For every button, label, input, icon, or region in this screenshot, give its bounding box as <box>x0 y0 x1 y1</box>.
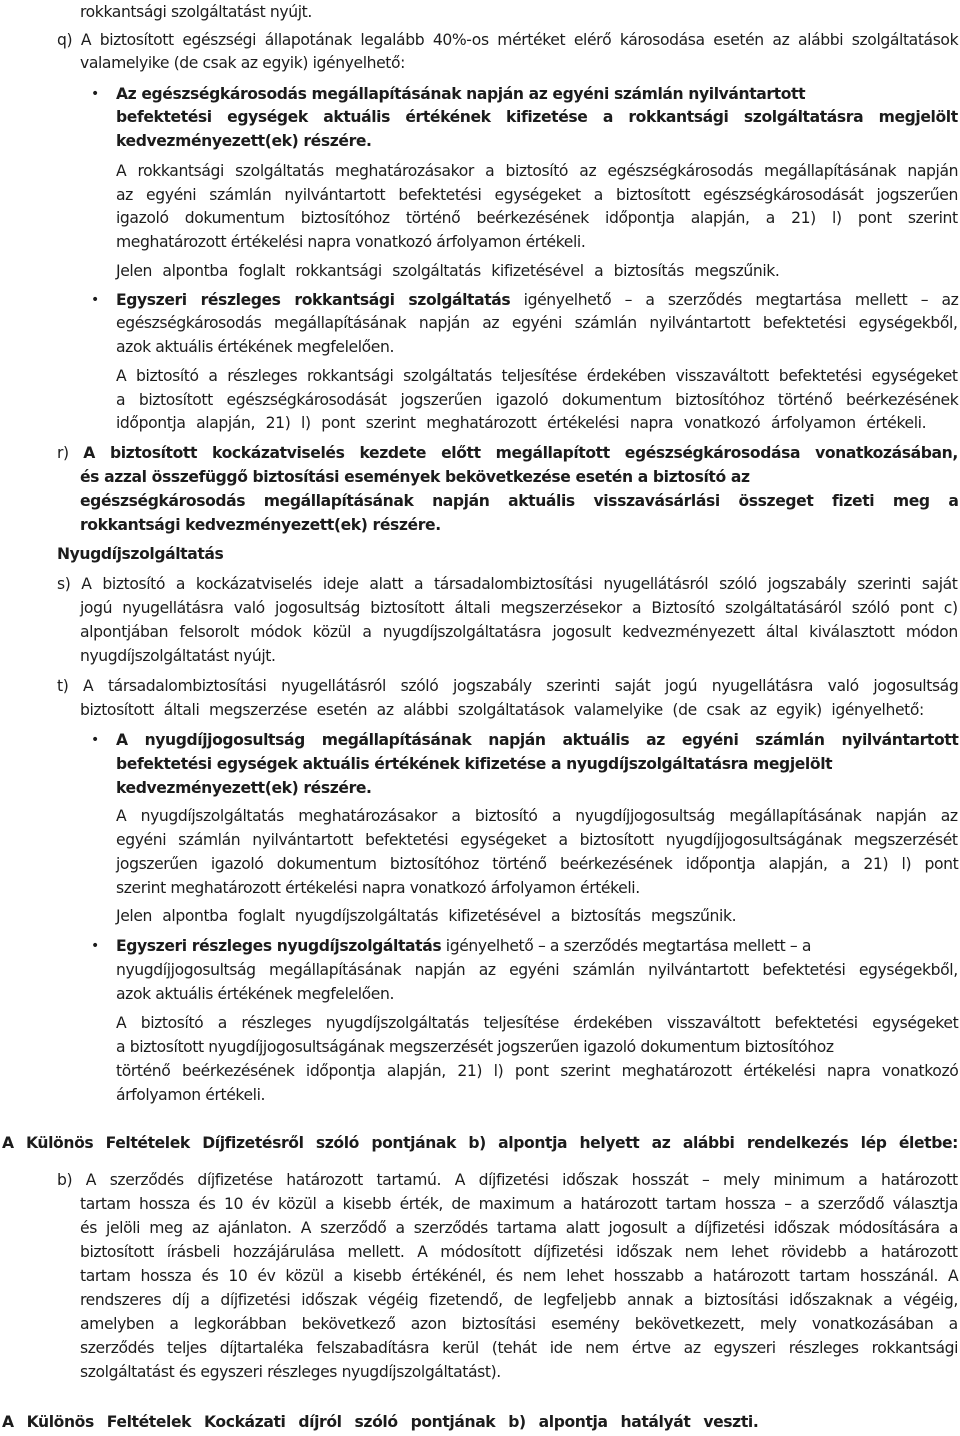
text-line <box>80 1290 958 1310</box>
text-line <box>80 646 276 666</box>
text-line <box>80 1218 958 1238</box>
text-line <box>57 443 958 463</box>
bold-text-segment: A nyugdíjjogosultság megállapításának napján aktuális az egyéni számlán nyilvántartott <box>116 731 959 749</box>
bullet-marker: • <box>91 938 100 954</box>
text-segment: meghatározott értékelési napra vonatkozó árfolyamon értékeli. <box>116 233 586 251</box>
text-line <box>116 107 958 127</box>
text-segment: A biztosító a részleges rokkantsági szolgáltatás teljesítése érdekében visszaváltott befektetési egységeket <box>116 367 958 385</box>
bold-text-segment: befektetési egységek aktuális értékének kifizetése a rokkantsági szolgáltatásra megjelölt <box>116 108 958 126</box>
text-line <box>116 232 585 252</box>
text-segment: és jelöli meg az ajánlaton. A szerződő a szerződés tartama alatt jogosult a díjfizetési időszak módosítására a <box>80 1219 958 1237</box>
text-line <box>116 778 372 798</box>
bold-text-segment: és azzal összefüggő biztosítási események bekövetkezése esetén a biztosító az <box>80 468 750 486</box>
bold-text-segment: Egyszeri részleges nyugdíjszolgáltatás <box>116 937 442 955</box>
bullet-marker: • <box>91 86 100 102</box>
text-segment: szerint meghatározott értékelési napra vonatkozó árfolyamon értékeli. <box>116 879 640 897</box>
text-segment: t) A társadalombiztosítási nyugellátásról szóló jogszabály szerinti saját jogú nyugellátásra való jogosultság <box>57 677 959 695</box>
text-segment: tartam hossza és 10 év közül a kisebb érték, de maximum a határozott tartam hossza – a szerződő választja <box>80 1195 958 1213</box>
bold-text-segment: A biztosított kockázatviselés kezdete előtt megállapított egészségkárosodása vonatkozásában, <box>83 444 958 462</box>
text-segment: s) A biztosító a kockázatviselés ideje alatt a társadalombiztosítási nyugellátásról szóló jogszabály szerinti saját <box>57 575 958 593</box>
text-line <box>116 1037 834 1057</box>
text-segment: rokkantsági szolgáltatást nyújt. <box>80 3 312 21</box>
text-segment: a biztosított nyugdíjjogosultságának megszerzését jogszerűen igazoló dokumentum biztosítóhoz <box>116 1038 834 1056</box>
text-segment: A rokkantsági szolgáltatás meghatározásakor a biztosító az egészségkárosodás megállapításának napján <box>116 162 959 180</box>
text-segment: r) <box>57 444 84 462</box>
text-segment: azok aktuális értékének megfelelően. <box>116 985 394 1003</box>
text-segment: b) A szerződés díjfizetése határozott tartamú. A díjfizetési időszak hosszát – mely minimum a határozott <box>57 1171 958 1189</box>
text-line <box>116 290 958 310</box>
text-segment: az egyéni számlán nyilvántartott befektetési egységeket a biztosított egészségkárosodását jogszerűen <box>116 186 958 204</box>
text-segment: azok aktuális értékének megfelelően. <box>116 338 394 356</box>
text-segment: igazoló dokumentum biztosítóhoz történő beérkezésének időpontja alapján, a 21) l) pont szerint <box>116 209 958 227</box>
text-line <box>80 515 441 535</box>
text-line <box>57 544 223 564</box>
text-segment: jogú nyugellátásra való jogosultság biztosított általi megszerzésekor a Biztosító szolgáltatásáról szóló pont c) <box>80 599 958 617</box>
text-line <box>116 161 958 181</box>
bold-text-segment: A Különös Feltételek Díjfizetésről szóló pontjának b) alpontja helyett az alábbi rendelkezés lép életbe: <box>2 1134 959 1152</box>
text-segment: nyugdíjjogosultság megállapításának napján az egyéni számlán nyilvántartott befektetési egységekből, <box>116 961 958 979</box>
text-line <box>116 131 372 151</box>
text-line <box>116 208 958 228</box>
bullet-marker: • <box>91 292 100 308</box>
text-line <box>57 574 958 594</box>
bold-text-segment: Nyugdíjszolgáltatás <box>57 545 224 563</box>
text-segment: Jelen alpontba foglalt rokkantsági szolgáltatás kifizetésével a biztosítás megszűnik. <box>116 262 780 280</box>
text-line <box>116 730 958 750</box>
bold-text-segment: A Különös Feltételek Kockázati díjról szóló pontjának b) alpontja hatályát veszti. <box>2 1413 759 1431</box>
text-segment: időpontja alapján, 21) l) pont szerint meghatározott értékelési napra vonatkozó árfolyamon értékeli. <box>116 414 927 432</box>
text-segment: biztosított írásbeli hozzájárulása mellett. A módosított díjfizetési időszak nem lehet rövidebb a határozott <box>80 1243 958 1261</box>
bold-text-segment: kedvezményezett(ek) részére. <box>116 779 372 797</box>
text-segment: szolgáltatást és egyszeri részleges nyugdíjszolgáltatást). <box>80 1363 501 1381</box>
text-segment: igényelhető – a szerződés megtartása mellett – a <box>441 937 812 955</box>
text-segment: biztosított általi megszerzése esetén az alábbi szolgáltatások valamelyike (de csak az egyik) igényelhető: <box>80 701 924 719</box>
text-segment: rendszeres díj a díjfizetési időszak végéig fizetendő, de legfeljebb annak a biztosítási időszaknak a végéig, <box>80 1291 958 1309</box>
text-line <box>116 936 811 956</box>
text-segment: igényelhető – a szerződés megtartása mellett – az <box>510 291 959 309</box>
text-line <box>80 1314 958 1334</box>
text-segment: alpontjában felsorolt módok közül a nyugdíjszolgáltatásra jogosult kedvezményezett által kiválasztott módon <box>80 623 958 641</box>
text-line <box>80 1362 501 1382</box>
text-segment: amelyben a legkorábban bekövetkező azon biztosítási esemény bekövetkezett, mely vonatkozásában a <box>80 1315 958 1333</box>
text-segment: A nyugdíjszolgáltatás meghatározásakor a biztosító a nyugdíjjogosultság megállapításának napján az <box>116 807 958 825</box>
text-line <box>116 84 805 104</box>
text-line <box>116 806 958 826</box>
text-line <box>2 1412 758 1432</box>
text-line <box>116 185 958 205</box>
text-line <box>2 1133 958 1153</box>
text-segment: egyéni számlán nyilvántartott befektetési egységeket a biztosított nyugdíjjogosultságának megszerzését <box>116 831 958 849</box>
text-line <box>80 622 958 642</box>
text-segment: A biztosító a részleges nyugdíjszolgáltatás teljesítése érdekében visszaváltott befektetési egységeket <box>116 1014 959 1032</box>
bold-text-segment: rokkantsági kedvezményezett(ek) részére. <box>80 516 441 534</box>
text-segment: Jelen alpontba foglalt nyugdíjszolgáltatás kifizetésével a biztosítás megszűnik. <box>116 907 737 925</box>
text-line <box>57 30 958 50</box>
text-segment: a biztosított egészségkárosodását jogszerűen igazoló dokumentum biztosítóhoz történő beérkezésének <box>116 391 959 409</box>
text-line <box>116 878 640 898</box>
text-line <box>80 1194 958 1214</box>
text-line <box>80 467 750 487</box>
text-line <box>116 854 958 874</box>
bold-text-segment: befektetési egységek aktuális értékének kifizetése a nyugdíjszolgáltatásra megjelölt <box>116 755 833 773</box>
bold-text-segment: kedvezményezett(ek) részére. <box>116 132 372 150</box>
text-line <box>116 366 958 386</box>
text-line <box>80 2 312 22</box>
text-line <box>80 1242 958 1262</box>
text-line <box>80 1266 958 1286</box>
text-line <box>80 1338 958 1358</box>
text-segment: történő beérkezésének időpontja alapján, 21) l) pont szerint meghatározott értékelési napra vonatkozó <box>116 1062 959 1080</box>
text-segment: szerződés teljes díjtartaléka felszabadításra kerül (tehát ide nem értve az egyszeri részleges rokkantsági <box>80 1339 959 1357</box>
text-line <box>116 754 832 774</box>
text-segment: nyugdíjszolgáltatást nyújt. <box>80 647 276 665</box>
bold-text-segment: Az egészségkárosodás megállapításának napján az egyéni számlán nyilvántartott <box>116 85 806 103</box>
bold-text-segment: egészségkárosodás megállapításának napján aktuális visszavásárlási összeget fizeti meg a <box>80 492 959 510</box>
text-segment: valamelyike (de csak az egyik) igényelhető: <box>80 54 406 72</box>
text-segment: tartam hossza és 10 év közül a kisebb értékénél, és nem lehet hosszabb a határozott tartam hosszánál. A <box>80 1267 959 1285</box>
text-segment: egészségkárosodás megállapításának napján az egyéni számlán nyilvántartott befektetési egységekből, <box>116 314 958 332</box>
text-line <box>116 1013 958 1033</box>
text-line <box>57 676 958 696</box>
bullet-marker: • <box>91 732 100 748</box>
text-line <box>80 53 405 73</box>
text-line <box>116 1061 958 1081</box>
text-line <box>80 491 958 511</box>
text-segment: jogszerűen igazoló dokumentum biztosítóhoz történő beérkezésének időpontja alapján, a 21) l) pont <box>116 855 959 873</box>
text-line <box>57 1170 958 1190</box>
text-line <box>116 413 926 433</box>
text-line <box>116 1085 265 1105</box>
text-line <box>116 390 958 410</box>
text-line <box>116 830 958 850</box>
text-line <box>116 313 958 333</box>
text-segment: q) A biztosított egészségi állapotának legalább 40%-os mértéket elérő károsodása esetén az alábbi szolgáltatások <box>57 31 959 49</box>
bold-text-segment: Egyszeri részleges rokkantsági szolgáltatás <box>116 291 511 309</box>
text-line <box>80 598 958 618</box>
text-line <box>116 337 394 357</box>
text-line <box>80 700 924 720</box>
text-segment: árfolyamon értékeli. <box>116 1086 266 1104</box>
text-line <box>116 261 780 281</box>
text-line <box>116 984 394 1004</box>
text-line <box>116 906 736 926</box>
text-line <box>116 960 958 980</box>
